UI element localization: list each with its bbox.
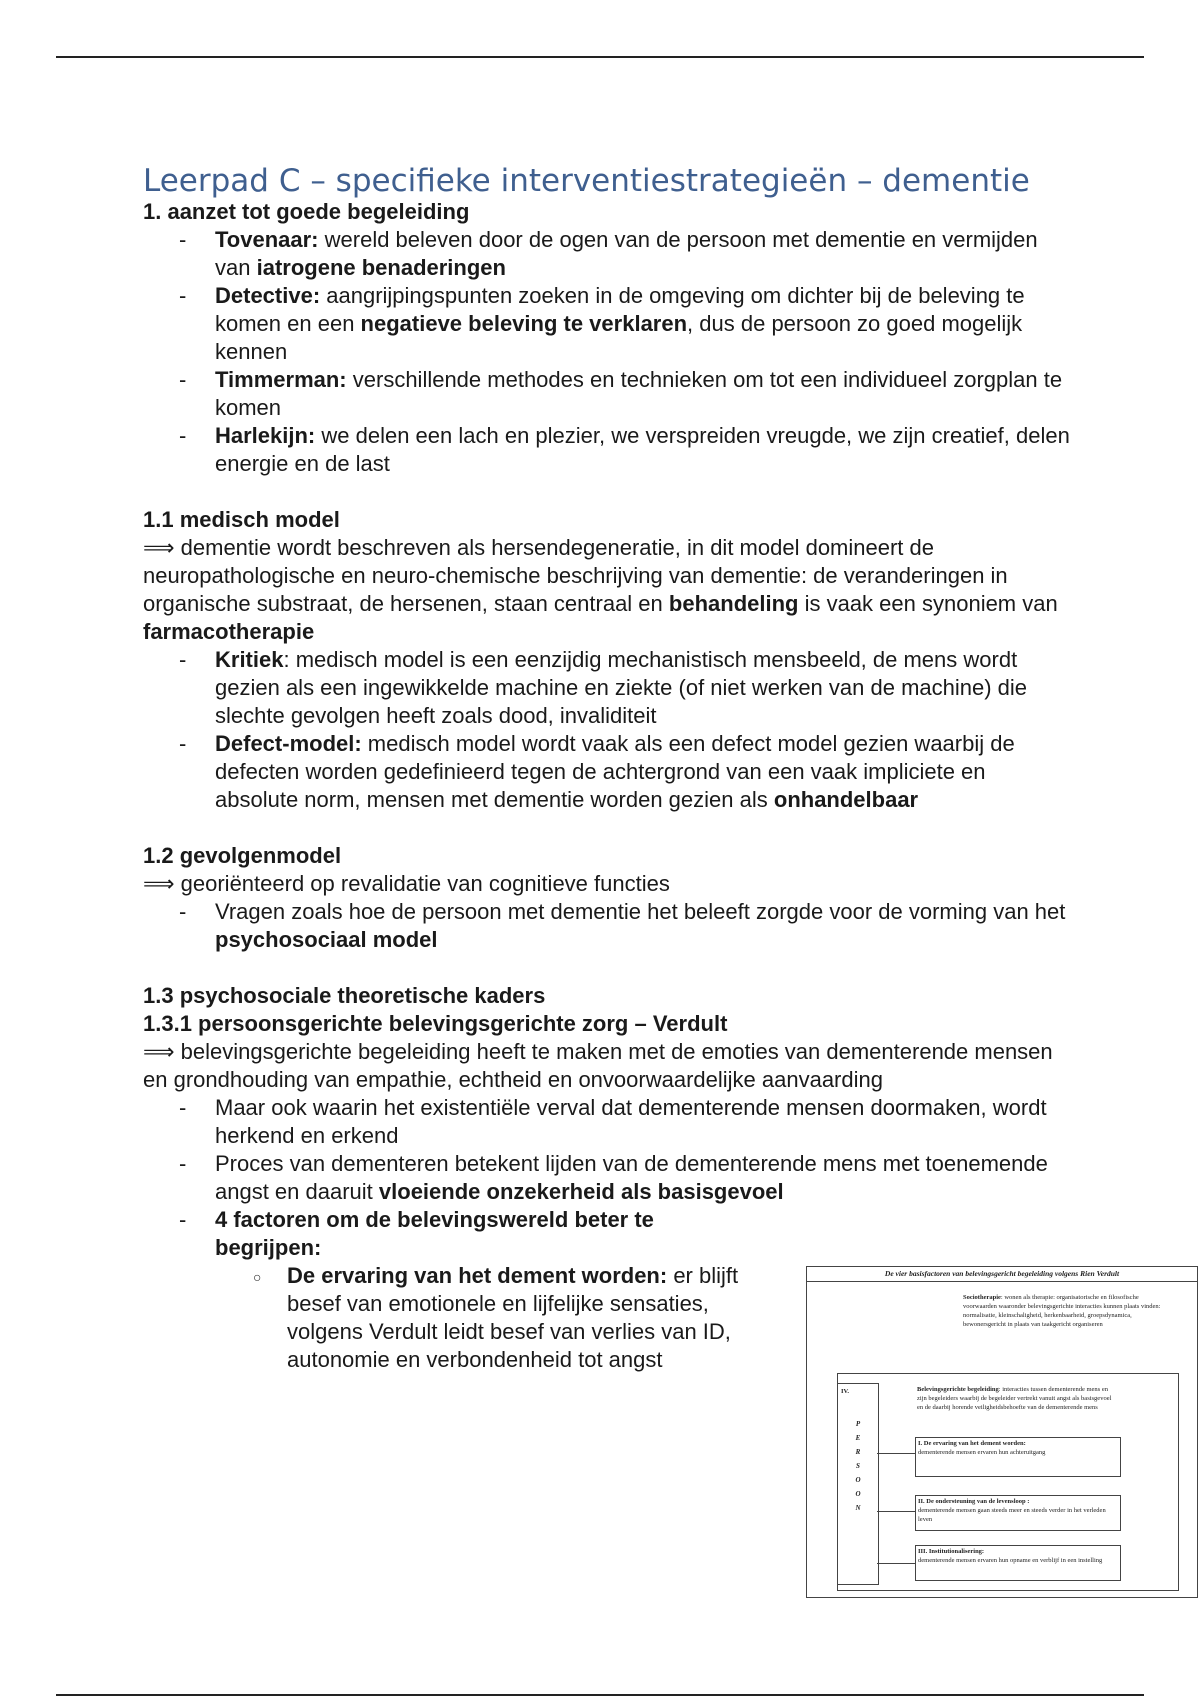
list-item [215,282,1073,366]
term: De ervaring van het dement worden: [287,1263,668,1288]
sociotherapy-text [963,1293,1163,1329]
section-1-2-intro: ⟹ georiënteerd op revalidatie van cognitieve functies [143,871,670,896]
intro-text: is vaak een synoniem van [798,591,1058,616]
sociotherapy-label: Sociotherapie [963,1294,1001,1301]
term: Detective: [215,283,321,308]
factor-3-title: III. Institutionalisering: [918,1548,985,1555]
section-1-1-intro [143,534,1073,646]
item-tail: , dus de persoon zo goed mogelijk kennen [215,311,1023,364]
term: Tovenaar: [215,227,319,252]
factor-1-title: I. De ervaring van het dement worden: [918,1440,1026,1447]
factor-box-2 [915,1495,1121,1531]
list-item [215,1150,1073,1206]
factor-box-3 [915,1545,1121,1581]
connector-line [877,1511,915,1512]
item-text: wereld beleven door de ogen van de persoon met dementie en vermijden van [215,227,1038,280]
section-1-heading: 1. aanzet tot goede begeleiding [143,199,470,224]
header-rule [56,56,1144,58]
item-text: verschillende methodes en technieken om tot een individueel zorgplan te komen [215,367,1063,420]
item-text: : medisch model is een eenzijdig mechanistisch mensbeeld, de mens wordt gezien als een ingewikkelde machine en ziekte (of niet werken van de machine) die slechte gevolgen heeft zoals dood, invaliditeit [215,647,1028,728]
list-item [215,366,1073,422]
list-item [215,422,1073,478]
item-emphasis: onhandelbaar [773,787,919,812]
term: Timmerman: [215,367,347,392]
item-text: er blijft besef van emotionele en lijfelijke sensaties, volgens Verdult leidt besef van verlies van ID, autonomie en verbondenheid tot angst [287,1263,739,1372]
connector-line [877,1563,915,1564]
sociotherapy-desc: : wonen als therapie: organisatorische en filosofische voorwaarden waaronder belevingsgerichte interacties kunnen plaats vinden: normalisatie, kleinschaligheid, herkenbaarheid, groepsdynamica, bewonersgericht in plaats van taakgericht organiseren [963,1294,1161,1328]
list-item [215,730,1073,814]
belevings-text [917,1385,1117,1412]
factor-2-title: II. De ondersteuning van de levensloop : [918,1498,1030,1505]
term: Kritiek [215,647,284,672]
item-text: Maar ook waarin het existentiële verval dat dementerende mensen doormaken, wordt herkend en erkend [215,1095,1047,1148]
factor-sublist [215,1262,739,1374]
factor-3-text: dementerende mensen ervaren hun opname en verblijf in een instelling [918,1557,1103,1564]
list-item [215,226,1073,282]
section-1-1-heading: 1.1 medisch model [143,507,340,532]
list-item [215,898,1073,954]
intro-emphasis: farmacotherapie [143,619,315,644]
person-vertical-text: P E R S O O N [855,1420,861,1512]
list-item [215,1094,1073,1150]
section-1-2-list [143,898,1073,954]
item-text: medisch model wordt vaak als een defect model gezien waarbij de defecten worden gedefinieerd tegen de achtergrond van een vaak impliciete en absolute norm, mensen met dementie worden gezien als [215,731,1015,812]
section-1-3-heading: 1.3 psychosociale theoretische kaders [143,983,546,1008]
belevings-desc: : interacties tussen dementerende mens en zijn begeleiders waarbij de begeleider vertrekt vanuit angst als basisgevoel en de daarbij horende veiligheidsbehoefte van de dementerende mens [917,1386,1112,1411]
item-emphasis: 4 factoren om de belevingswereld beter te begrijpen: [215,1207,654,1260]
item-text: we delen een lach en plezier, we verspreiden vreugde, we zijn creatief, delen energie en de last [215,423,1070,476]
factor-box-1 [915,1437,1121,1477]
list-item [215,1206,739,1374]
item-emphasis: iatrogene benaderingen [256,255,506,280]
footer-rule [56,1694,1144,1696]
term: Harlekijn: [215,423,316,448]
section-1-3-1-intro: ⟹ belevingsgerichte begeleiding heeft te maken met de emoties van dementerende mensen en grondhouding van empathie, echtheid en onvoorwaardelijke aanvaarding [143,1039,1053,1092]
diagram-title: De vier basisfactoren van belevingsgericht begeleiding volgens Rien Verdult [807,1267,1197,1282]
page-title: Leerpad C – specifieke interventiestrategieën – dementie [143,163,1030,199]
term: Defect-model: [215,731,362,756]
document-body [143,162,1073,1374]
item-emphasis: psychosociaal model [215,927,438,952]
section-1-list [143,226,1073,478]
belevings-label: Belevingsgerichte begeleiding [917,1386,999,1393]
connector-line [877,1453,915,1454]
column-label: IV. [841,1388,850,1395]
intro-emphasis: behandeling [668,591,799,616]
intro-text: ⟹ dementie wordt beschreven als hersendegeneratie, in dit model domineert de neuropathologische en neuro-chemische beschrijving van dementie: de veranderingen in organische substraat, de hersenen, staan centraal en [143,535,1008,616]
item-emphasis: vloeiende onzekerheid als basisgevoel [378,1179,784,1204]
item-text: aangrijpingspunten zoeken in de omgeving om dichter bij de beleving te komen en een [215,283,1025,336]
list-item [215,646,1073,730]
verdult-diagram [806,1266,1198,1598]
item-text: Proces van dementeren betekent lijden van de dementerende mens met toenemende angst en daaruit [215,1151,1048,1204]
section-1-2-heading: 1.2 gevolgenmodel [143,843,342,868]
section-1-1-list [143,646,1073,814]
section-1-3-1-heading: 1.3.1 persoonsgerichte belevingsgerichte zorg – Verdult [143,1011,728,1036]
sub-list-item [287,1262,782,1374]
factor-1-text: dementerende mensen ervaren hun achteruitgang [918,1449,1046,1456]
item-text: Vragen zoals hoe de persoon met dementie het beleeft zorgde voor de vorming van het [215,899,1066,924]
item-emphasis: negatieve beleving te verklaren [360,311,688,336]
factor-2-text: dementerende mensen gaan steeds meer en steeds verder in het verleden leven [918,1507,1106,1523]
